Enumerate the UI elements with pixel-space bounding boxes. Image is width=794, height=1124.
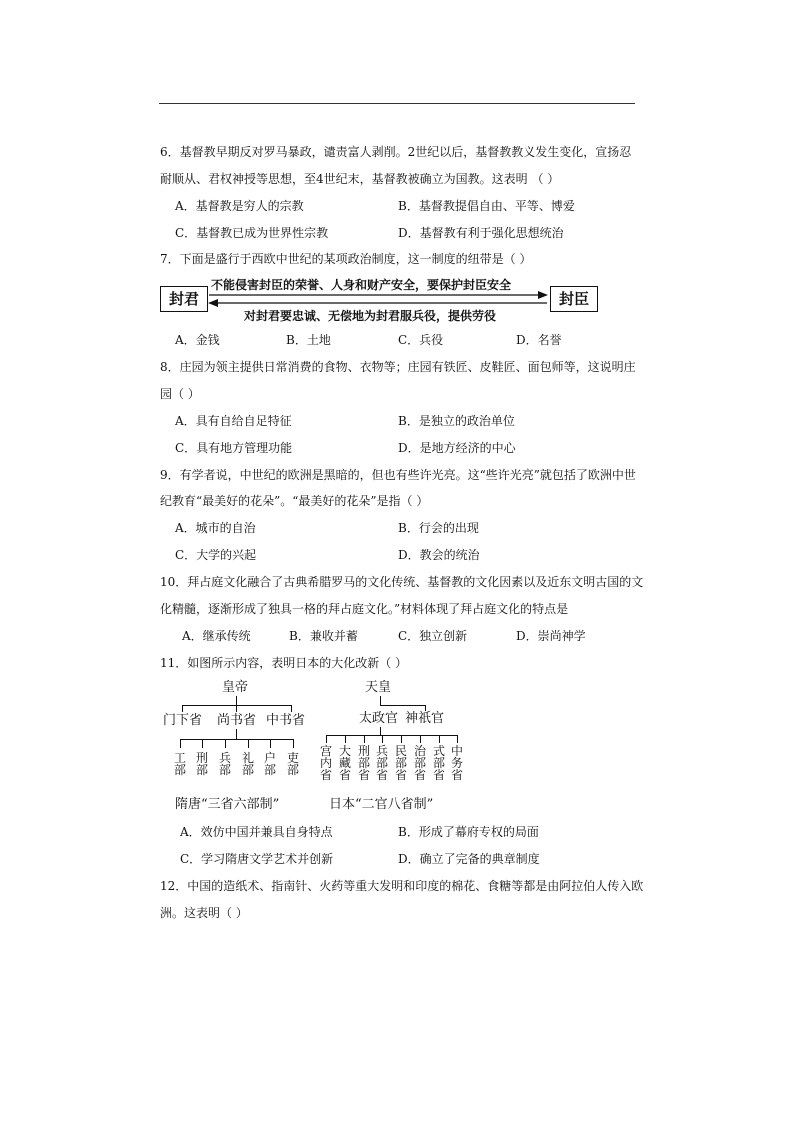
question-11-option-b[interactable]: B．形成了幕府专权的局面 — [398, 825, 539, 839]
question-11-option-d[interactable]: D．确立了完备的典章制度 — [398, 852, 540, 866]
question-10-option-c[interactable]: C．独立创新 — [398, 629, 468, 643]
question-6-option-c[interactable]: C．基督教已成为世界性宗教 — [175, 226, 329, 240]
japan-ministry-hyobu: 兵部省 — [376, 744, 389, 782]
question-7-option-c[interactable]: C．兵役 — [398, 333, 444, 347]
question-9-stem-line1: 9．有学者说，中世纪的欧洲是黑暗的，但也有些许光亮。这“些许光亮”就包括了欧洲中世 — [160, 468, 636, 482]
sui-ministry-li2: 吏部 — [287, 751, 300, 777]
bottom-arrow-text: 对封君要忠诚、无偿地为封君服兵役，提供劳役 — [244, 309, 497, 323]
sui-ministry-xing: 刑部 — [196, 751, 209, 777]
question-11-stem: 11．如图所示内容，表明日本的大化改新（ ） — [160, 656, 408, 670]
question-9-stem-line2: 纪教育“最美好的花朵”。“最美好的花朵”是指（ ） — [160, 494, 429, 508]
japan-ministry-nakatsukasa: 中务省 — [451, 744, 464, 782]
sui-ministry-hu: 户部 — [264, 751, 277, 777]
question-10-stem-line2: 化精髓，逐渐形成了独具一格的拜占庭文化。”材料体现了拜占庭文化的特点是 — [160, 602, 569, 616]
japan-mid-node-jingikan: 神祇官 — [405, 711, 445, 726]
sui-mid-node-zhongshu: 中书省 — [266, 713, 306, 728]
sui-ministry-bing: 兵部 — [219, 751, 232, 777]
question-8-stem-line2: 园（ ） — [160, 387, 200, 401]
question-11-option-c[interactable]: C．学习隋唐文学艺术并创新 — [180, 852, 334, 866]
question-9-option-d[interactable]: D．教会的统治 — [398, 548, 480, 562]
japan-chart-caption: 日本“二官八省制” — [329, 797, 434, 812]
japan-ministry-minbu: 民部省 — [395, 744, 408, 782]
japan-ministry-kunai: 宫内省 — [320, 744, 333, 782]
question-8-option-d[interactable]: D．是地方经济的中心 — [398, 441, 516, 455]
question-7-option-d[interactable]: D．名誉 — [516, 333, 562, 347]
question-9-option-b[interactable]: B．行会的出现 — [398, 521, 479, 535]
question-6-option-d[interactable]: D．基督教有利于强化思想统治 — [398, 226, 564, 240]
japan-mid-node-dajokan: 太政官 — [359, 711, 399, 726]
question-8-stem-line1: 8．庄园为领主提供日常消费的食物、衣物等；庄园有铁匠、皮鞋匠、面包师等，这说明庄 — [160, 360, 636, 374]
question-8-option-b[interactable]: B．是独立的政治单位 — [398, 414, 515, 428]
question-7-option-a[interactable]: A．金钱 — [175, 333, 220, 347]
question-10-option-b[interactable]: B．兼收并蓄 — [289, 629, 358, 643]
lord-box: 封君 — [160, 286, 208, 312]
question-7-option-b[interactable]: B．土地 — [286, 333, 331, 347]
sui-chart-caption: 隋唐“三省六部制” — [175, 797, 280, 812]
question-8-option-c[interactable]: C．具有地方管理功能 — [175, 441, 293, 455]
question-6-option-b[interactable]: B．基督教提倡自由、平等、博爱 — [398, 199, 575, 213]
japan-ministry-jibu: 治部省 — [414, 744, 427, 782]
question-6-stem-line2: 耐顺从、君权神授等思想，至4世纪末，基督教被确立为国教。这表明 （ ） — [160, 172, 560, 186]
header-rule — [159, 103, 635, 104]
question-9-option-a[interactable]: A．城市的自治 — [175, 521, 256, 535]
sui-mid-node-menxia: 门下省 — [163, 713, 203, 728]
question-10-stem-line1: 10．拜占庭文化融合了古典希腊罗马的文化传统、基督教的文化因素以及近东文明古国的文 — [160, 575, 644, 589]
question-6-option-a[interactable]: A．基督教是穷人的宗教 — [175, 199, 304, 213]
sui-ministry-gong: 工部 — [174, 751, 187, 777]
question-7-stem: 7．下面是盛行于西欧中世纪的某项政治制度，这一制度的纽带是（ ） — [160, 252, 532, 266]
top-arrow-text: 不能侵害封臣的荣誉、人身和财产安全，要保护封臣安全 — [211, 278, 512, 292]
question-6-stem-line1: 6．基督教早期反对罗马暴政，谴责富人剥削。2世纪以后，基督教教义发生变化，宣扬忍 — [160, 145, 632, 159]
question-10-option-d[interactable]: D．崇尚神学 — [516, 629, 586, 643]
question-12-stem-line2: 洲。这表明（ ） — [160, 906, 248, 920]
sui-top-node: 皇帝 — [222, 680, 249, 695]
japan-top-node: 天皇 — [365, 680, 392, 695]
question-12-stem-line1: 12．中国的造纸术、指南针、火药等重大发明和印度的棉花、食糖等都是由阿拉伯人传入欧 — [160, 879, 644, 893]
sui-ministry-li: 礼部 — [242, 751, 255, 777]
double-arrow-icon — [207, 290, 549, 308]
question-8-option-a[interactable]: A．具有自给自足特征 — [175, 414, 292, 428]
japan-ministry-shikibu: 式部省 — [433, 744, 446, 782]
japan-ministry-gyobu: 刑部省 — [358, 744, 371, 782]
vassal-box: 封臣 — [550, 286, 598, 312]
sui-mid-node-shangshu: 尚书省 — [217, 713, 257, 728]
question-10-option-a[interactable]: A．继承传统 — [182, 629, 251, 643]
question-11-option-a[interactable]: A．效仿中国并兼具自身特点 — [180, 825, 333, 839]
question-9-option-c[interactable]: C．大学的兴起 — [175, 548, 257, 562]
japan-ministry-okura: 大藏省 — [339, 744, 352, 782]
